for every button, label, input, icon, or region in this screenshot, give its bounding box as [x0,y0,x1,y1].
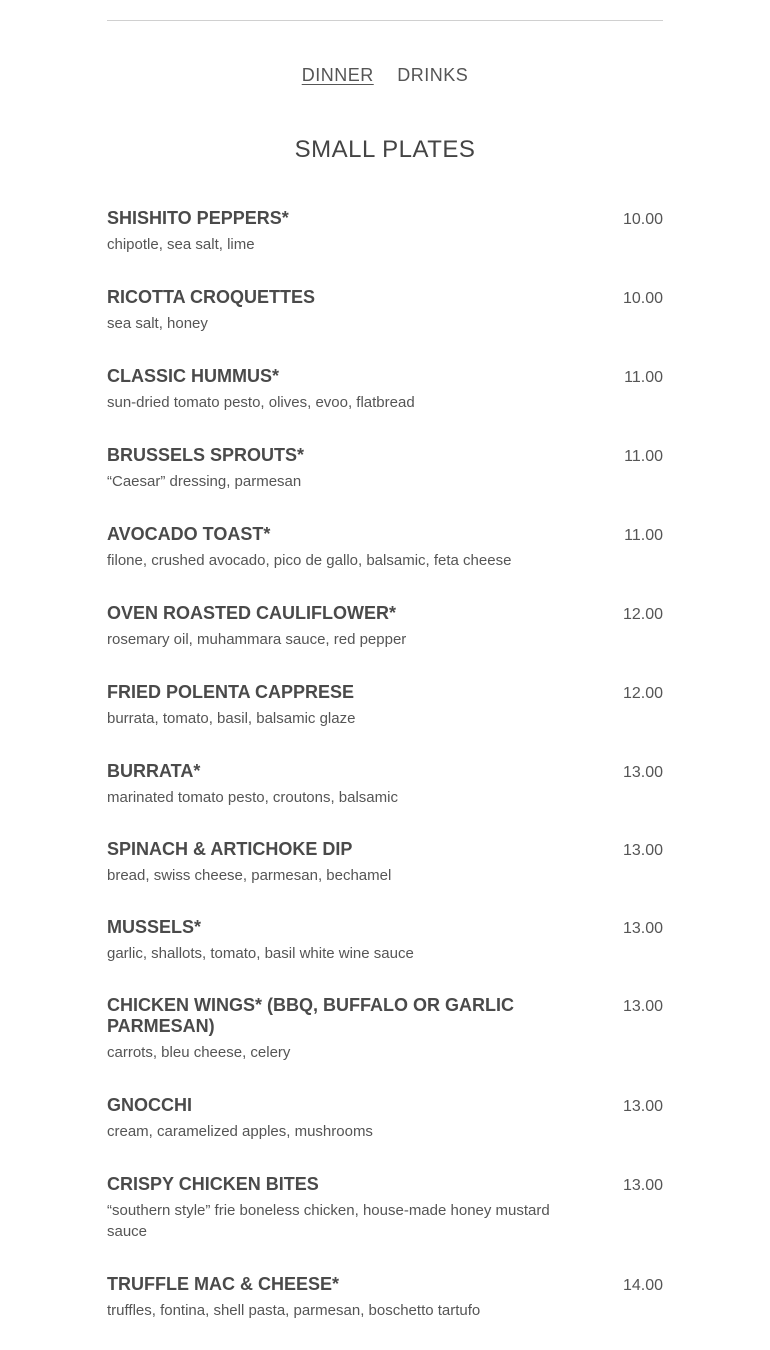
item-price: 14.00 [622,1277,663,1294]
item-name: AVOCADO TOAST* [107,524,271,544]
item-description: marinated tomato pesto, croutons, balsamic [107,789,398,806]
menu-item [107,1095,663,1142]
menu-item [107,995,663,1063]
menu-item [107,1274,663,1321]
item-description: rosemary oil, muhammara sauce, red pepper [107,631,407,648]
item-name: RICOTTA CROQUETTES [107,287,315,307]
menu-item [107,603,663,650]
item-description: filone, crushed avocado, pico de gallo, balsamic, feta cheese [107,552,512,569]
item-description: cream, caramelized apples, mushrooms [107,1123,373,1140]
item-price: 13.00 [622,842,663,859]
item-price: 13.00 [622,764,663,781]
item-description: garlic, shallots, tomato, basil white wine sauce [107,945,414,962]
item-name: CHICKEN WINGS* (BBQ, BUFFALO OR GARLIC PARMESAN) [107,995,514,1036]
item-price: 13.00 [622,1177,663,1194]
item-price: 12.00 [622,685,663,702]
menu-list [107,208,663,1321]
menu-item [107,524,663,571]
top-divider [107,20,663,21]
menu-item [107,208,663,255]
item-description: burrata, tomato, basil, balsamic glaze [107,710,356,727]
item-price: 10.00 [622,290,663,307]
item-name: BURRATA* [107,761,201,781]
item-description: chipotle, sea salt, lime [107,236,255,253]
item-price: 13.00 [622,998,663,1015]
item-price: 11.00 [624,369,663,386]
menu-item [107,839,663,886]
section-title: SMALL PLATES [294,136,476,163]
menu-item [107,287,663,334]
item-name: SHISHITO PEPPERS* [107,208,289,228]
menu-item [107,917,663,964]
tab-dinner[interactable]: DINNER [301,65,374,85]
item-description: carrots, bleu cheese, celery [107,1044,291,1061]
item-name: MUSSELS* [107,917,202,937]
menu-item [107,366,663,413]
item-price: 10.00 [622,211,663,228]
item-name: GNOCCHI [107,1095,192,1115]
item-description: sun-dried tomato pesto, olives, evoo, flatbread [107,394,415,411]
item-description: sea salt, honey [107,315,208,332]
item-price: 12.00 [622,606,663,623]
item-description: “southern style” frie boneless chicken, house-made honey mustard sauce [107,1202,550,1240]
item-price: 11.00 [624,527,663,544]
item-price: 11.00 [624,448,663,465]
menu-item [107,1174,663,1242]
item-description: bread, swiss cheese, parmesan, bechamel [107,867,392,884]
item-name: BRUSSELS SPROUTS* [107,445,305,465]
menu-item [107,682,663,729]
item-name: TRUFFLE MAC & CHEESE* [107,1274,340,1294]
item-name: CRISPY CHICKEN BITES [107,1174,319,1194]
item-name: CLASSIC HUMMUS* [107,366,280,386]
item-price: 13.00 [622,920,663,937]
item-description: “Caesar” dressing, parmesan [107,473,302,490]
menu-item [107,761,663,808]
item-name: FRIED POLENTA CAPPRESE [107,682,355,702]
item-description: truffles, fontina, shell pasta, parmesan, boschetto tartufo [107,1302,481,1319]
item-name: SPINACH & ARTICHOKE DIP [107,839,353,859]
item-price: 13.00 [622,1098,663,1115]
item-name: OVEN ROASTED CAULIFLOWER* [107,603,397,623]
tab-drinks[interactable]: DRINKS [397,65,469,85]
menu-item [107,445,663,492]
menu-tabs [107,64,663,86]
